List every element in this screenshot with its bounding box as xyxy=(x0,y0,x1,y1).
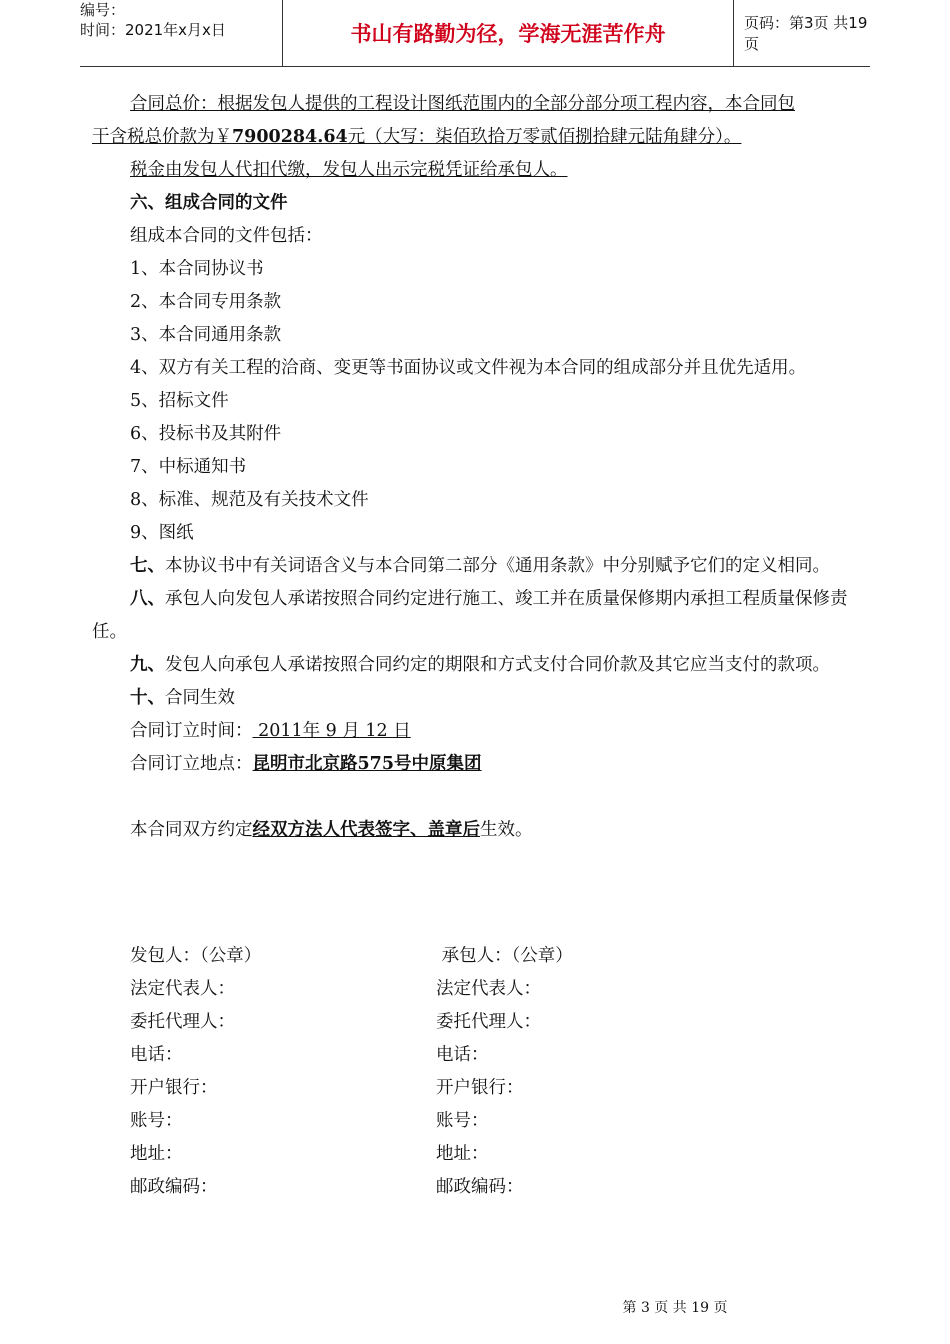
document-number: 编号： xyxy=(80,1,126,19)
header-page-info: 页码：第3页 共19页 xyxy=(744,14,868,53)
contractor-field: 地址： xyxy=(436,1144,489,1164)
document-time: 时间：2021年x月x日 xyxy=(80,21,226,39)
tax-clause: 税金由发包人代扣代缴，发包人出示完税凭证给承包人。 xyxy=(130,160,568,180)
employer-field: 邮政编码： xyxy=(130,1177,218,1197)
total-price-suffix: 元（大写：柒佰玖拾万零贰佰捌拾肆元陆角肆分）。 xyxy=(347,127,742,147)
signature-block xyxy=(130,940,830,1204)
effect-clause xyxy=(92,814,862,847)
contractor-field: 开户银行： xyxy=(436,1078,524,1098)
signing-time-label: 合同订立时间： xyxy=(130,721,253,741)
contractor-field: 账号： xyxy=(436,1111,489,1131)
total-price-line-1: 合同总价：根据发包人提供的工程设计图纸范围内的全部分部分项工程内容，本合同包 xyxy=(130,94,795,114)
page-footer xyxy=(0,1297,950,1317)
contractor-field: 法定代表人： xyxy=(436,979,541,999)
header-motto: 书山有路勤为径，学海无涯苦作舟 xyxy=(282,0,734,66)
document-list-item: 4、双方有关工程的洽商、变更等书面协议或文件视为本合同的组成部分并且优先适用。 xyxy=(130,358,807,378)
section-10-text: 合同生效 xyxy=(165,688,235,708)
document-list-item: 1、本合同协议书 xyxy=(130,259,264,279)
document-list-item: 5、招标文件 xyxy=(130,391,229,411)
employer-field: 开户银行： xyxy=(130,1078,218,1098)
employer-field: 账号： xyxy=(130,1111,183,1131)
total-price-amount: 7900284.64 xyxy=(232,127,348,147)
section-6-title: 六、组成合同的文件 xyxy=(130,193,288,213)
total-price-prefix: 干含税总价款为￥ xyxy=(92,127,232,147)
section-6-intro: 组成本合同的文件包括： xyxy=(130,226,323,246)
signing-place-value: 昆明市北京路575号中原集团 xyxy=(252,754,482,774)
section-8-text: 承包人向发包人承诺按照合同约定进行施工、竣工并在质量保修期内承担工程质量保修责任。 xyxy=(92,589,848,642)
contractor-field: 承包人：（公章） xyxy=(436,946,573,966)
document-list-item: 8、标准、规范及有关技术文件 xyxy=(130,490,369,510)
effect-condition: 经双方法人代表签字、盖章后 xyxy=(252,820,480,840)
header-meta xyxy=(80,0,282,66)
footer-page-number: 第 3 页 共 19 页 xyxy=(622,1300,728,1316)
employer-field: 法定代表人： xyxy=(130,979,235,999)
effect-prefix: 本合同双方约定 xyxy=(130,820,253,840)
section-7-label: 七、 xyxy=(130,556,165,576)
signing-time xyxy=(92,715,862,748)
contractor-field: 电话： xyxy=(436,1045,489,1065)
employer-field: 委托代理人： xyxy=(130,1012,235,1032)
effect-suffix: 生效。 xyxy=(480,820,533,840)
employer-field: 发包人：（公章） xyxy=(130,946,262,966)
document-list-item: 9、图纸 xyxy=(130,523,194,543)
signing-place-label: 合同订立地点： xyxy=(130,754,253,774)
document-list-item: 3、本合同通用条款 xyxy=(130,325,282,345)
section-8-label: 八、 xyxy=(130,589,165,609)
document-list-item: 2、本合同专用条款 xyxy=(130,292,282,312)
section-9-text: 发包人向承包人承诺按照合同约定的期限和方式支付合同价款及其它应当支付的款项。 xyxy=(165,655,830,675)
section-9 xyxy=(92,649,862,682)
section-8 xyxy=(92,583,862,649)
signing-place xyxy=(92,748,862,781)
employer-field: 地址： xyxy=(130,1144,183,1164)
page-header xyxy=(80,0,870,67)
document-list-item: 6、投标书及其附件 xyxy=(130,424,282,444)
section-10-label: 十、 xyxy=(130,688,165,708)
employer-field: 电话： xyxy=(130,1045,183,1065)
signing-time-value: 2011年 9 月 12 日 xyxy=(252,721,411,741)
contractor-field: 委托代理人： xyxy=(436,1012,541,1032)
section-10 xyxy=(92,682,862,715)
section-9-label: 九、 xyxy=(130,655,165,675)
blank-line xyxy=(92,781,862,814)
section-7-text: 本协议书中有关词语含义与本合同第二部分《通用条款》中分别赋予它们的定义相同。 xyxy=(165,556,830,576)
document-list-item: 7、中标通知书 xyxy=(130,457,247,477)
total-price-line-2 xyxy=(92,121,862,154)
document-body xyxy=(92,88,862,847)
contractor-field: 邮政编码： xyxy=(436,1177,524,1197)
section-7 xyxy=(92,550,862,583)
